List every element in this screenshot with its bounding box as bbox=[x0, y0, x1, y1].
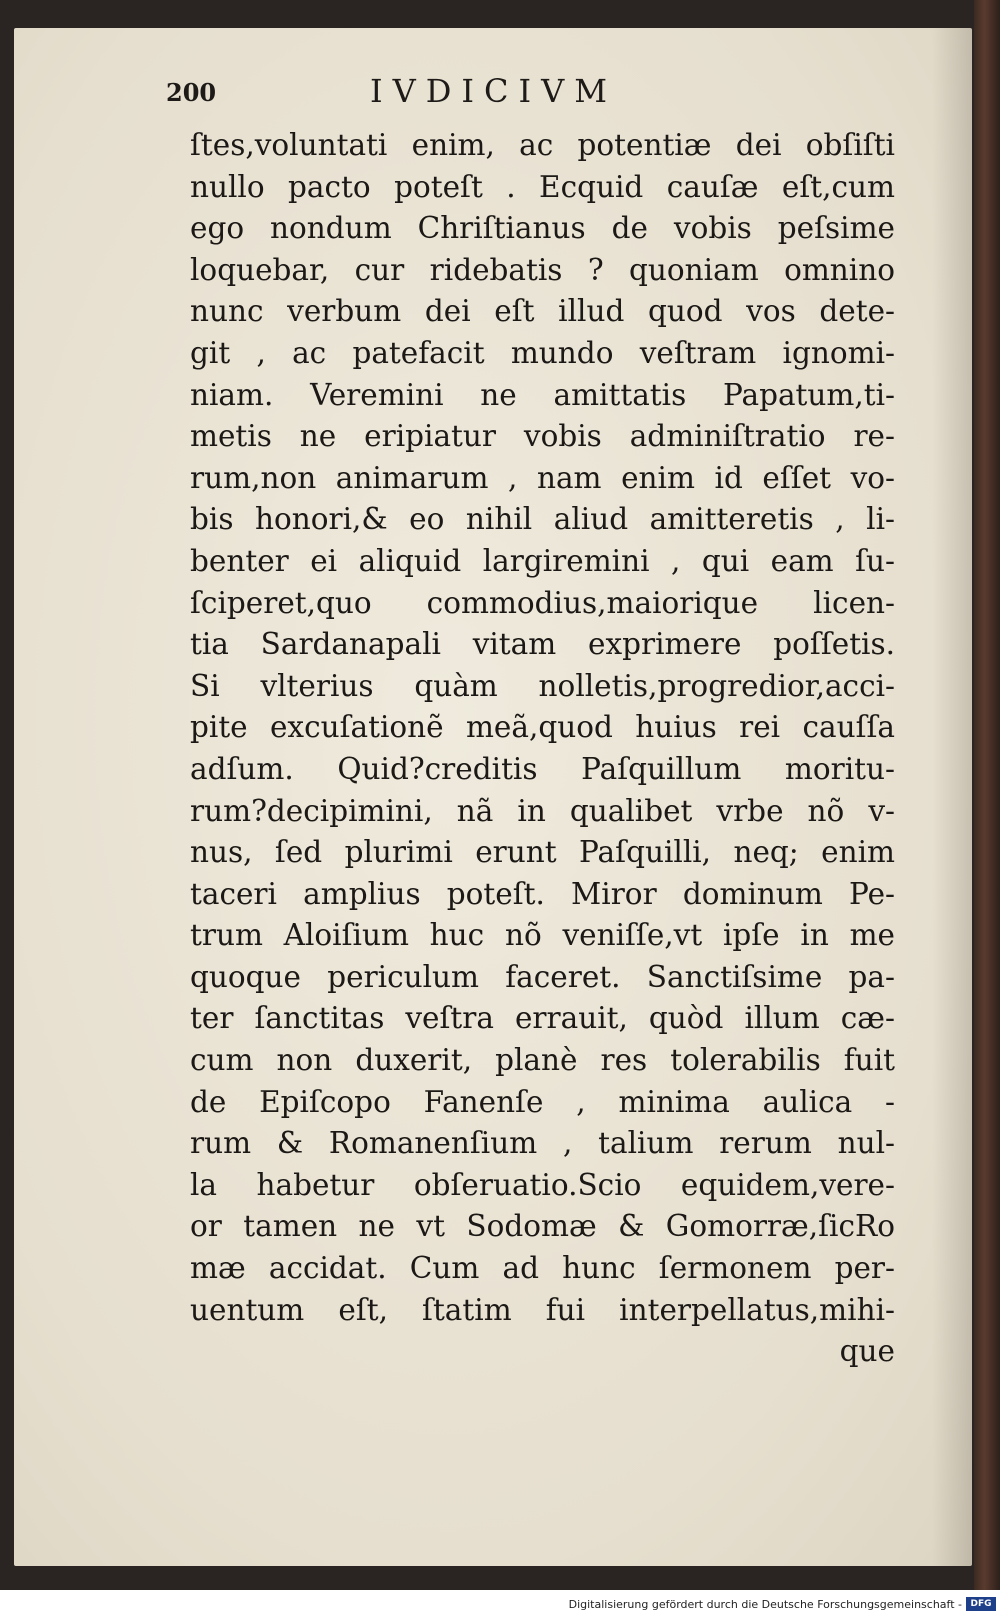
page-gutter-shadow bbox=[932, 28, 972, 1566]
text-line: ſciperet,quo commodius,maiorique licen- bbox=[190, 585, 895, 620]
text-line: rum,non animarum , nam enim id eſſet vo- bbox=[190, 460, 895, 495]
digitization-footer bbox=[0, 1590, 1000, 1622]
text-line: uentum eſt, ſtatim fui interpellatus,mihi- bbox=[190, 1292, 895, 1327]
book-cover-edge bbox=[974, 0, 1000, 1590]
text-line: benter ei aliquid largiremini , qui eam ſu- bbox=[190, 543, 895, 578]
text-line: adſum. Quid?creditis Paſquillum moritu- bbox=[190, 751, 895, 786]
text-line: bis honori,& eo nihil aliud amitteretis , li- bbox=[190, 502, 895, 537]
text-line: tia Sardanapali vitam exprimere poſſetis. bbox=[190, 627, 895, 662]
text-line: taceri amplius poteſt. Miror dominum Pe- bbox=[190, 876, 895, 911]
text-line: quoque periculum faceret. Sanctiſsime pa- bbox=[190, 959, 895, 994]
text-line: or tamen ne vt Sodomæ & Gomorræ,ſicRo bbox=[190, 1209, 895, 1244]
text-line: cum non duxerit, planè res tolerabilis fuit bbox=[190, 1043, 895, 1078]
text-line: pite excuſationẽ meã,quod huius rei cauſſa bbox=[190, 710, 895, 745]
text-line: Si vlterius quàm nolletis,progredior,acci- bbox=[190, 668, 895, 703]
text-line: trum Aloiſium huc nõ veniſſe,vt ipſe in me bbox=[190, 918, 895, 953]
text-line: la habetur obſeruatio.Scio equidem,vere- bbox=[190, 1167, 895, 1202]
page-header bbox=[160, 72, 680, 112]
text-line: ſtes,voluntati enim, ac potentiæ dei obſiſti bbox=[190, 128, 895, 162]
text-line: ego nondum Chriſtianus de vobis peſsime bbox=[190, 211, 895, 246]
text-line: rum & Romanenſium , talium rerum nul- bbox=[190, 1126, 895, 1161]
running-title: IVDICIVM bbox=[370, 72, 618, 110]
text-line: ter ſanctitas veſtra errauit, quòd illum cæ- bbox=[190, 1001, 895, 1036]
text-line: niam. Veremini ne amittatis Papatum,ti- bbox=[190, 377, 895, 412]
body-text bbox=[190, 125, 895, 1373]
catchword: que bbox=[839, 1334, 895, 1369]
text-line: nunc verbum dei eſt illud quod vos dete- bbox=[190, 294, 895, 329]
page-number: 200 bbox=[166, 78, 217, 107]
text-line: rum?decipimini, nã in qualibet vrbe nõ v- bbox=[190, 793, 895, 828]
funding-credit: Digitalisierung gefördert durch die Deutsche Forschungsgemeinschaft - bbox=[568, 1598, 962, 1611]
text-line: loquebar, cur ridebatis ? quoniam omnino bbox=[190, 252, 895, 287]
dfg-logo: DFG bbox=[966, 1597, 996, 1611]
text-line: nus, ſed plurimi erunt Paſquilli, neq; enim bbox=[190, 835, 895, 870]
text-line: metis ne eripiatur vobis adminiſtratio re- bbox=[190, 419, 895, 454]
text-line: de Epiſcopo Fanenſe , minima aulica - bbox=[190, 1084, 895, 1119]
text-line: nullo pacto poteſt . Ecquid cauſæ eſt,cum bbox=[190, 169, 895, 204]
text-line: git , ac patefacit mundo veſtram ignomi- bbox=[190, 335, 895, 370]
text-line: mæ accidat. Cum ad hunc ſermonem per- bbox=[190, 1251, 895, 1286]
